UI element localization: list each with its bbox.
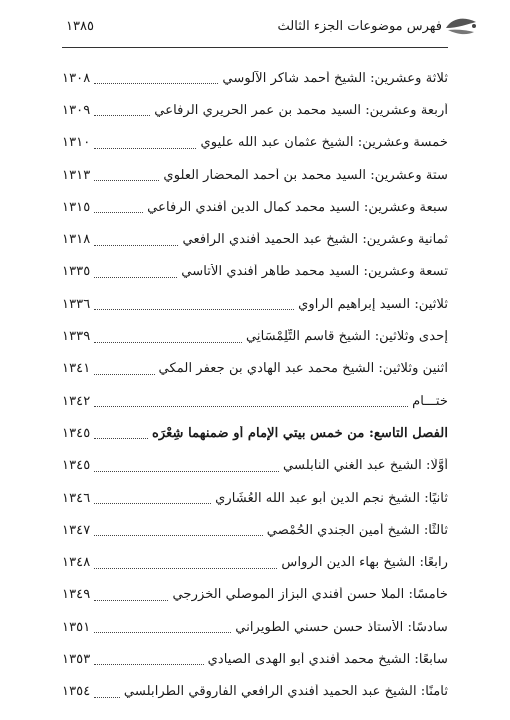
toc-entry-title: سابعًا: الشيخ محمد أفندي أبو الهدى الصيادي <box>207 651 448 667</box>
toc-entry-title: ثمانية وعشرين: الشيخ عبد الحميد أفندي الرافعي <box>182 232 448 248</box>
toc-list <box>62 62 448 708</box>
toc-entry-title: ثلاثين: السيد إبراهيم الراوي <box>298 296 448 312</box>
toc-leader-dots <box>94 276 177 278</box>
toc-entry-page: ١٣٥٣ <box>62 651 91 667</box>
toc-entry-title: أَوَّلًا: الشيخ عبد الغني النابلسي <box>283 458 448 474</box>
toc-entry-title: تسعة وعشرين: السيد محمد طاهر أفندي الأتاسي <box>181 264 448 280</box>
toc-leader-dots <box>94 437 148 439</box>
toc-entry-page: ١٣٥١ <box>62 619 91 635</box>
toc-entry-page: ١٣٤٨ <box>62 555 91 571</box>
toc-entry <box>62 579 448 611</box>
header-rule <box>62 47 448 48</box>
toc-entry-title: إحدى وثلاثين: الشيخ قاسم التِّلِمْسَانِي <box>245 329 448 345</box>
toc-entry-page: ١٣٤٦ <box>62 490 91 506</box>
toc-entry <box>62 546 448 578</box>
toc-entry <box>62 288 448 320</box>
toc-entry-page: ١٣٤٧ <box>62 522 91 538</box>
toc-entry-title: خامسًا: الملا حسن أفندي البزاز الموصلي الخزرجي <box>172 587 448 603</box>
toc-entry-page: ١٣٥٤ <box>62 684 91 700</box>
toc-entry <box>62 643 448 675</box>
toc-leader-dots <box>94 567 277 569</box>
toc-entry <box>62 159 448 191</box>
toc-entry-title: ستة وعشرين: السيد محمد بن أحمد المحضار العلوي <box>163 167 448 183</box>
toc-entry-page: ١٣٤٢ <box>62 393 91 409</box>
toc-leader-dots <box>94 179 159 181</box>
toc-entry-title: رابعًا: الشيخ بهاء الدين الرواس <box>281 555 448 571</box>
leaf-ornament-icon <box>444 14 478 38</box>
toc-entry <box>62 482 448 514</box>
toc-entry-page: ١٣٤٥ <box>62 458 91 474</box>
toc-entry-page: ١٣٤١ <box>62 361 91 377</box>
toc-entry-page: ١٣٣٩ <box>62 329 91 345</box>
toc-entry-page: ١٣١٣ <box>62 167 91 183</box>
toc-entry-title: سادسًا: الأستاذ حسن حسني الطويراني <box>235 619 448 635</box>
toc-entry-title: سبعة وعشرين: السيد محمد كمال الدين أفندي الرفاعي <box>147 199 448 215</box>
toc-entry <box>62 127 448 159</box>
toc-leader-dots <box>94 663 203 665</box>
toc-entry <box>62 385 448 417</box>
toc-leader-dots <box>94 373 154 375</box>
toc-entry-page: ١٣٠٨ <box>62 70 91 86</box>
toc-leader-dots <box>94 599 168 601</box>
toc-entry-title: ثامنًا: الشيخ عبد الحميد أفندي الرافعي الفاروقي الطرابلسي <box>123 684 448 700</box>
toc-entry <box>62 223 448 255</box>
toc-entry <box>62 62 448 94</box>
toc-entry <box>62 320 448 352</box>
toc-entry <box>62 514 448 546</box>
toc-entry <box>62 256 448 288</box>
running-title: فهرس موضوعات الجزء الثالث <box>277 19 442 34</box>
toc-leader-dots <box>94 114 150 116</box>
toc-leader-dots <box>94 405 408 407</box>
toc-entry-title: ختـــام <box>412 393 448 409</box>
toc-entry <box>62 191 448 223</box>
toc-entry-title: الفصل التاسع: من خمس بيتي الإمام أو ضمنهما شِعْرَه <box>151 425 448 441</box>
toc-entry-title: ثلاثة وعشرين: الشيخ أحمد شاكر الآلوسي <box>222 70 448 86</box>
toc-entry-page: ١٣٠٩ <box>62 102 91 118</box>
toc-leader-dots <box>94 147 196 149</box>
toc-entry <box>62 676 448 708</box>
toc-leader-dots <box>94 631 231 633</box>
toc-entry-page: ١٣١٥ <box>62 199 91 215</box>
toc-leader-dots <box>94 470 279 472</box>
toc-entry-page: ١٣١٠ <box>62 135 91 151</box>
toc-entry <box>62 94 448 126</box>
toc-chapter-entry <box>62 417 448 449</box>
toc-entry-page: ١٣٣٥ <box>62 264 91 280</box>
toc-entry-title: ثانيًا: الشيخ نجم الدين أبو عبد الله العُشَاري <box>215 490 448 506</box>
toc-entry <box>62 611 448 643</box>
toc-leader-dots <box>94 244 178 246</box>
toc-entry-page: ١٣٣٦ <box>62 296 91 312</box>
toc-leader-dots <box>94 341 242 343</box>
toc-entry <box>62 353 448 385</box>
toc-leader-dots <box>94 534 262 536</box>
toc-leader-dots <box>94 308 294 310</box>
toc-leader-dots <box>94 211 143 213</box>
page-header <box>62 10 448 48</box>
page-number: ١٣٨٥ <box>66 19 94 34</box>
toc-leader-dots <box>94 502 211 504</box>
toc-entry-page: ١٣٤٩ <box>62 587 91 603</box>
toc-entry-title: اثنين وثلاثين: الشيخ محمد عبد الهادي بن جعفر المكي <box>158 361 448 377</box>
toc-entry-title: أربعة وعشرين: السيد محمد بن عمر الحريري الرفاعي <box>154 102 448 118</box>
toc-leader-dots <box>94 82 218 84</box>
toc-entry-title: خمسة وعشرين: الشيخ عثمان عبد الله عليوي <box>200 135 448 151</box>
toc-entry-title: ثالثًا: الشيخ أمين الجندي الحُمْصي <box>266 522 448 538</box>
toc-leader-dots <box>94 696 120 698</box>
toc-entry-page: ١٣٤٥ <box>62 425 91 441</box>
toc-entry-page: ١٣١٨ <box>62 232 91 248</box>
toc-entry <box>62 450 448 482</box>
